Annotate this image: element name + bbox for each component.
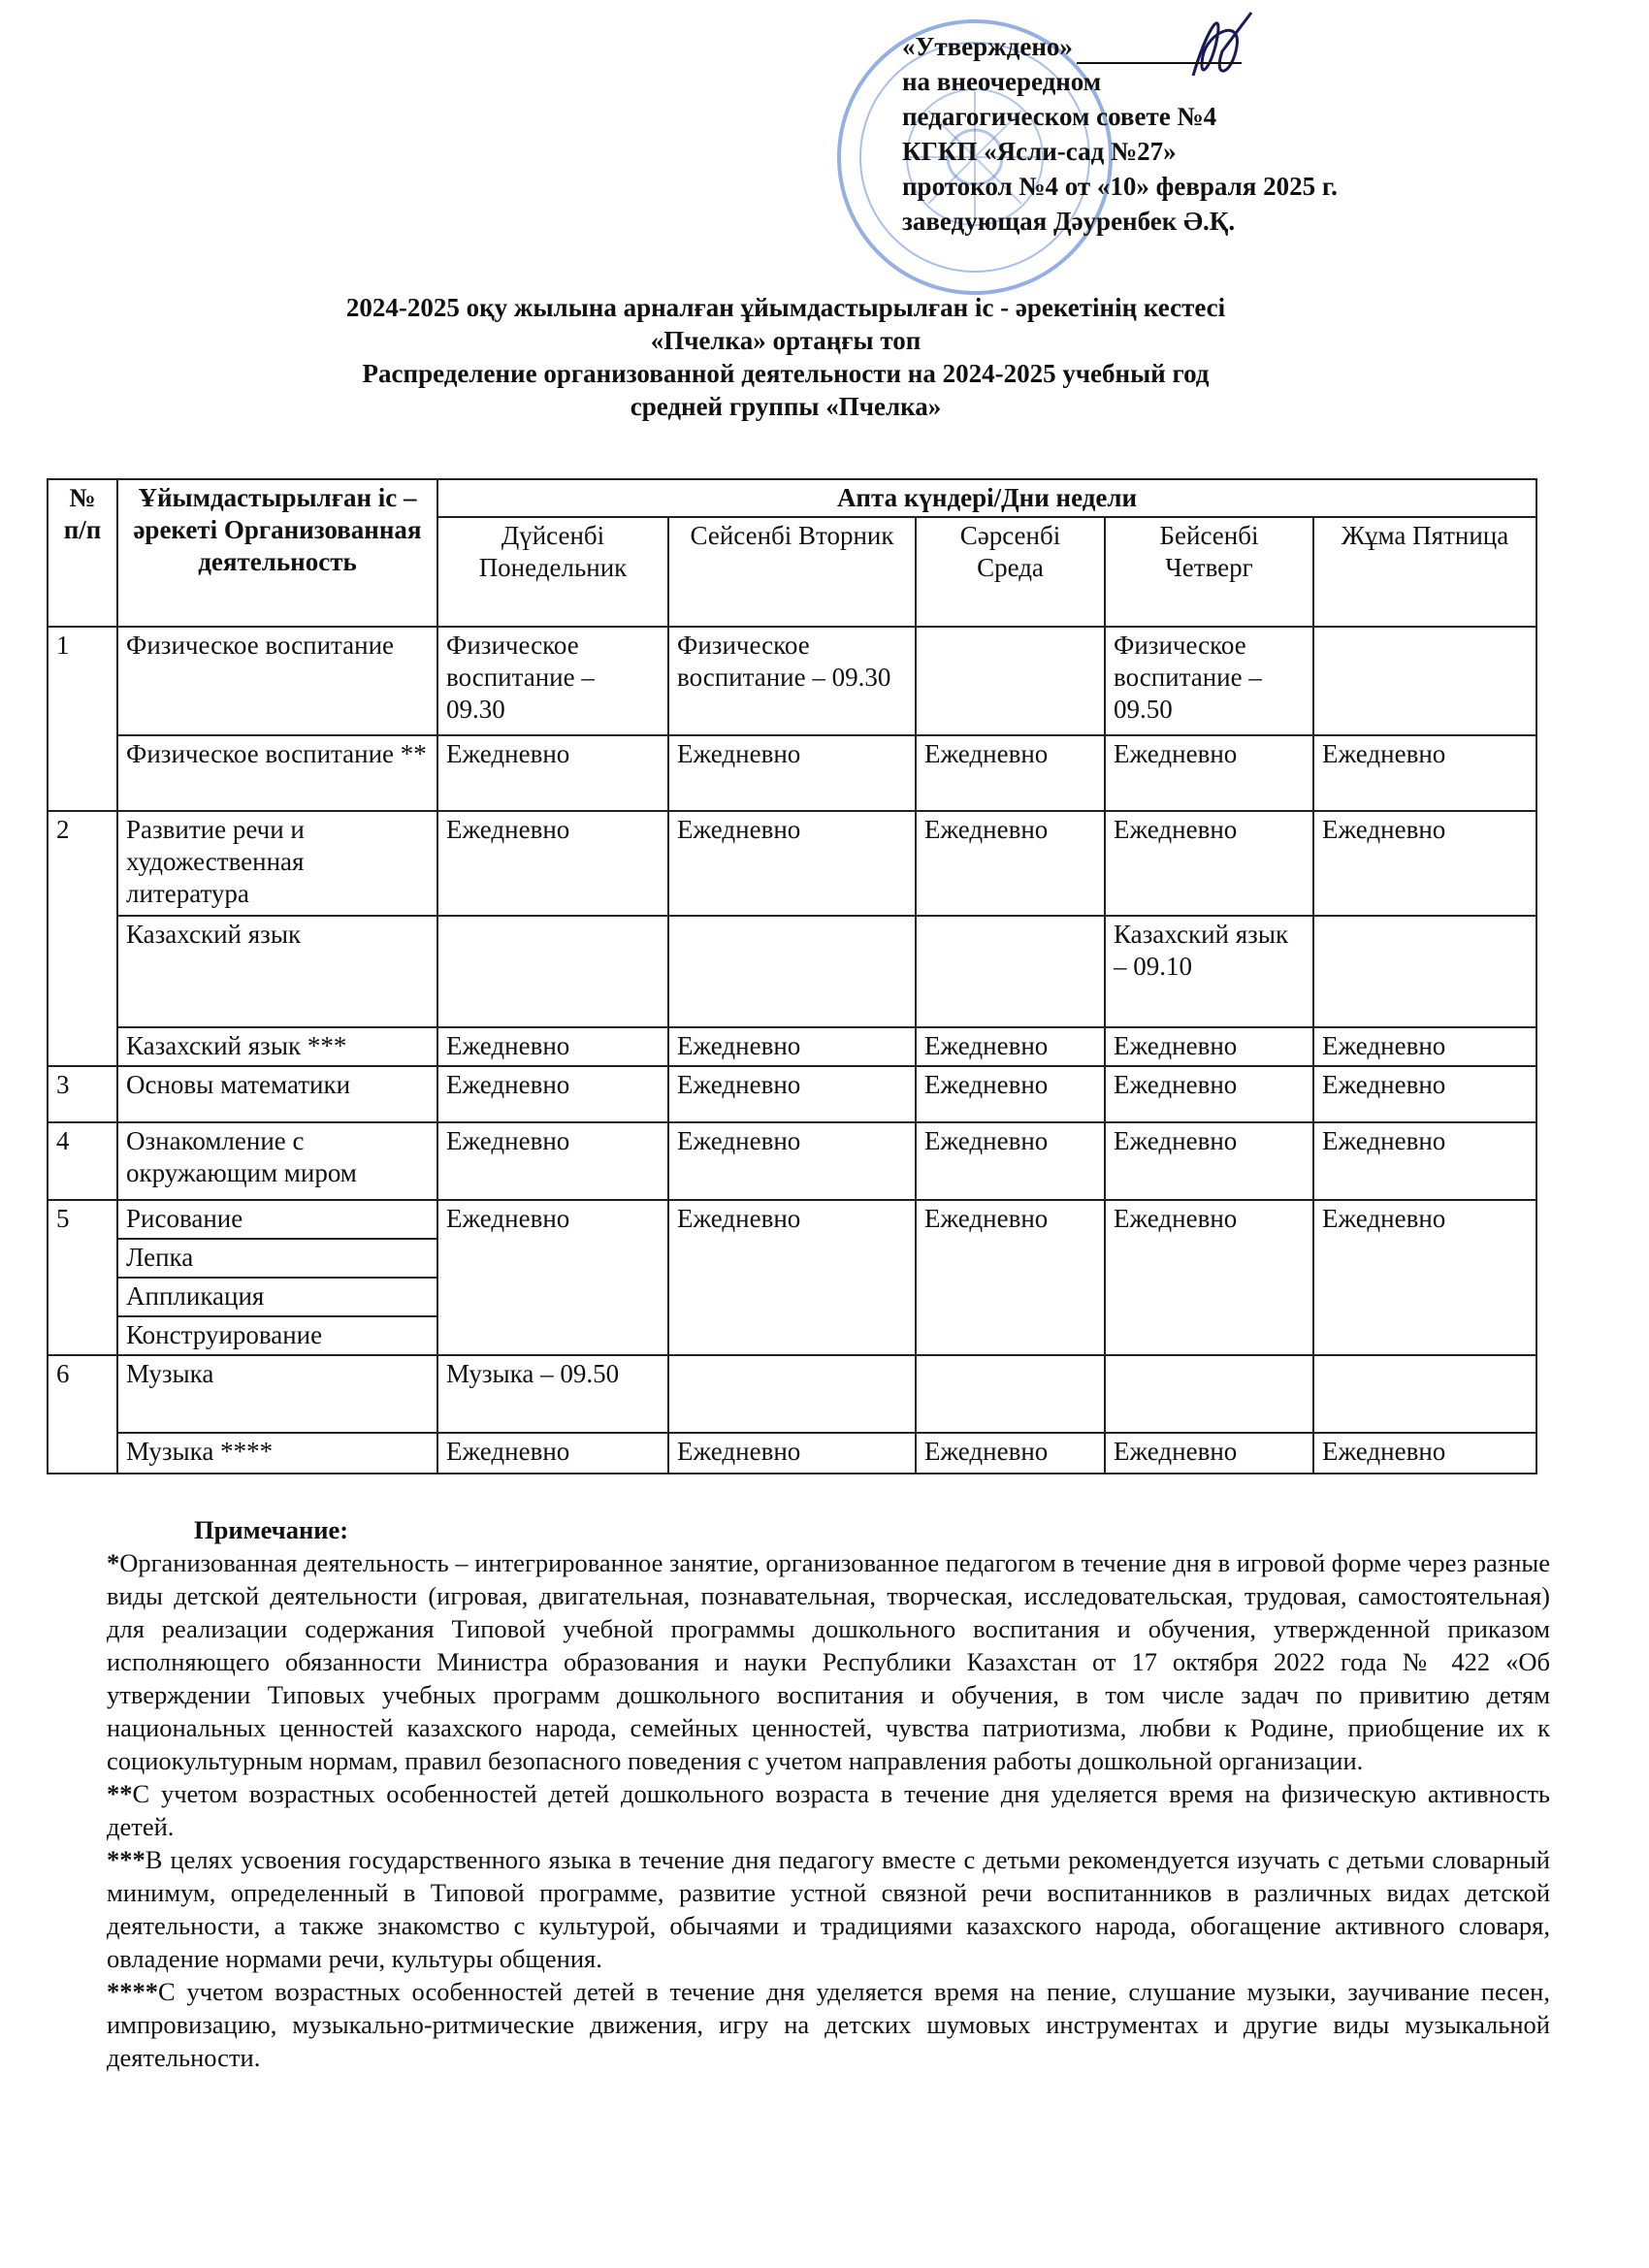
schedule-cell — [916, 1355, 1105, 1433]
schedule-cell: Ежедневно — [668, 1122, 916, 1200]
approval-line-1: на внеочередном — [902, 67, 1102, 96]
schedule-cell: Ежедневно — [916, 1027, 1105, 1066]
schedule-cell: Ежедневно — [1313, 1027, 1536, 1066]
note-4-mark: **** — [107, 1977, 158, 2006]
note-1-mark: * — [107, 1548, 120, 1577]
schedule-cell: Ежедневно — [668, 811, 916, 916]
schedule-cell: Ежедневно — [437, 1433, 668, 1474]
approval-line-3: КГКП «Ясли-сад №27» — [902, 137, 1177, 166]
activity-cell: Конструирование — [117, 1316, 437, 1355]
table-row — [48, 735, 1536, 811]
schedule-cell: Ежедневно — [916, 811, 1105, 916]
note-2-text: С учетом возрастных особенностей детей дошкольного возраста в течение дня уделяется время на физическую активность детей. — [107, 1779, 1550, 1841]
schedule-cell: Ежедневно — [1313, 811, 1536, 916]
schedule-cell: Ежедневно — [668, 735, 916, 811]
table-row — [48, 811, 1536, 916]
title-kz-2: «Пчелка» ортаңғы топ — [650, 326, 922, 355]
schedule-cell — [668, 1355, 916, 1433]
activity-cell: Казахский язык *** — [117, 1027, 437, 1066]
schedule-cell — [1313, 916, 1536, 1027]
activity-cell: Основы математики — [117, 1066, 437, 1122]
table-row — [48, 916, 1536, 1027]
schedule-cell: Ежедневно — [668, 1200, 916, 1355]
schedule-cell: Ежедневно — [916, 735, 1105, 811]
schedule-cell: Физическое воспитание – 09.30 — [437, 627, 668, 735]
schedule-cell: Ежедневно — [437, 1200, 668, 1355]
activity-cell: Лепка — [117, 1239, 437, 1278]
document-title — [0, 291, 1571, 423]
schedule-cell — [437, 916, 668, 1027]
note-1 — [107, 1546, 1550, 1777]
schedule-cell — [668, 916, 916, 1027]
note-3-text: В целях усвоения государственного языка в течение дня педагогу вместе с детьми рекомендуется изучать с детьми словарный минимум, определенный в Типовой программе, развитие устной связной речи воспитанников в различных видах детской деятельности, а также знакомство с культурой, обычаями и традициями казахского народа, обогащение активного словаря, овладение нормами речи, культуры общения. — [107, 1845, 1550, 1973]
day-header-monday: Дүйсенбі Понедельник — [437, 517, 668, 627]
day-header-wednesday: Сәрсенбі Среда — [916, 517, 1105, 627]
schedule-cell: Ежедневно — [437, 1066, 668, 1122]
schedule-cell: Ежедневно — [437, 1122, 668, 1200]
schedule-cell: Ежедневно — [1105, 811, 1313, 916]
table-row — [48, 1066, 1536, 1122]
schedule-cell — [1313, 627, 1536, 735]
note-4-text: С учетом возрастных особенностей детей в течение дня уделяется время на пение, слушание музыки, заучивание песен, импровизацию, музыкально-ритмические движения, игру на детских шумовых инструментах и другие виды музыкальной деятельности. — [107, 1977, 1550, 2072]
header-weekdays: Апта күндері/Дни недели — [437, 479, 1536, 517]
row-number: 4 — [48, 1122, 117, 1200]
activity-cell: Аппликация — [117, 1278, 437, 1316]
row-number: 1 — [48, 627, 117, 811]
note-3 — [107, 1843, 1550, 1975]
schedule-cell: Ежедневно — [1105, 735, 1313, 811]
title-ru-1: Распределение организованной деятельности на 2024-2025 учебный год — [362, 359, 1210, 388]
table-row — [48, 627, 1536, 735]
note-1-text: Организованная деятельность – интегрированное занятие, организованное педагогом в течение дня в игровой форме через разные виды детской деятельности (игровая, двигательная, познавательная, творческая, исследовательская, трудовая, самостоятельная) для реализации содержания Типовой учебной программы дошкольного воспитания и обучения, утвержденной приказом исполняющего обязанности Министра образования и науки Республики Казахстан от 17 октября 2022 года № 422 «Об утверждении Типовых учебных программ дошкольного воспитания и обучения, в том числе задач по привитию детям национальных ценностей казахского народа, семейных ценностей, чувства патриотизма, любви к Родине, приобщение их к социокультурным нормам, правил безопасного поведения с учетом направления работы дошкольной организации. — [107, 1548, 1550, 1775]
row-number: 2 — [48, 811, 117, 1066]
note-2-mark: ** — [107, 1779, 133, 1808]
row-number: 5 — [48, 1200, 117, 1355]
title-ru-2: средней группы «Пчелка» — [630, 392, 942, 421]
day-header-friday: Жұма Пятница — [1313, 517, 1536, 627]
approval-stamp-label: «Утверждено» — [902, 32, 1073, 61]
table-row — [48, 1027, 1536, 1066]
schedule-cell: Ежедневно — [1105, 1200, 1313, 1355]
schedule-table — [47, 478, 1537, 1474]
schedule-cell: Ежедневно — [437, 735, 668, 811]
activity-cell: Физическое воспитание — [117, 627, 437, 735]
schedule-cell: Ежедневно — [916, 1433, 1105, 1474]
schedule-cell: Ежедневно — [1313, 1122, 1536, 1200]
approval-line-5: заведующая Дәуренбек Ә.Қ. — [902, 207, 1236, 236]
schedule-cell: Ежедневно — [1313, 1066, 1536, 1122]
notes-heading: Примечание: — [194, 1515, 349, 1544]
schedule-cell — [916, 916, 1105, 1027]
schedule-cell: Музыка – 09.50 — [437, 1355, 668, 1433]
row-number: 3 — [48, 1066, 117, 1122]
note-3-mark: *** — [107, 1845, 146, 1874]
activity-cell: Ознакомление с окружающим миром — [117, 1122, 437, 1200]
schedule-cell: Ежедневно — [668, 1027, 916, 1066]
table-row — [48, 1433, 1536, 1474]
approval-line-2: педагогическом совете №4 — [902, 102, 1217, 131]
note-2 — [107, 1777, 1550, 1843]
schedule-cell — [916, 627, 1105, 735]
schedule-cell — [1313, 1355, 1536, 1433]
header-number: № п/п — [48, 479, 117, 627]
activity-cell: Рисование — [117, 1200, 437, 1239]
schedule-cell — [1105, 1355, 1313, 1433]
title-kz-1: 2024-2025 оқу жылына арналған ұйымдастырылған іс - әрекетінің кестесі — [345, 293, 1226, 322]
activity-cell: Развитие речи и художественная литература — [117, 811, 437, 916]
signature-line — [1077, 35, 1242, 64]
schedule-cell: Ежедневно — [668, 1066, 916, 1122]
note-4 — [107, 1975, 1550, 2074]
schedule-cell: Ежедневно — [1105, 1433, 1313, 1474]
schedule-cell: Физическое воспитание – 09.50 — [1105, 627, 1313, 735]
schedule-cell: Ежедневно — [437, 1027, 668, 1066]
schedule-cell: Ежедневно — [916, 1122, 1105, 1200]
notes-section — [107, 1513, 1550, 2074]
schedule-cell: Ежедневно — [1105, 1027, 1313, 1066]
day-header-thursday: Бейсенбі Четверг — [1105, 517, 1313, 627]
schedule-cell: Ежедневно — [1105, 1066, 1313, 1122]
table-row — [48, 1355, 1536, 1433]
schedule-cell: Ежедневно — [1313, 735, 1536, 811]
activity-cell: Музыка **** — [117, 1433, 437, 1474]
schedule-cell: Ежедневно — [916, 1200, 1105, 1355]
approval-line-4: протокол №4 от «10» февраля 2025 г. — [902, 172, 1338, 201]
day-header-tuesday: Сейсенбі Вторник — [668, 517, 916, 627]
schedule-cell: Казахский язык – 09.10 — [1105, 916, 1313, 1027]
table-row — [48, 1200, 1536, 1239]
row-number: 6 — [48, 1355, 117, 1474]
schedule-cell: Ежедневно — [916, 1066, 1105, 1122]
activity-cell: Казахский язык — [117, 916, 437, 1027]
approval-block — [902, 29, 1504, 239]
schedule-cell: Ежедневно — [1313, 1200, 1536, 1355]
activity-cell: Музыка — [117, 1355, 437, 1433]
table-row — [48, 1122, 1536, 1200]
schedule-cell: Физическое воспитание – 09.30 — [668, 627, 916, 735]
schedule-cell: Ежедневно — [1105, 1122, 1313, 1200]
header-activity: Ұйымдастырылған іс – әрекеті Организованная деятельность — [117, 479, 437, 627]
schedule-cell: Ежедневно — [1313, 1433, 1536, 1474]
activity-cell: Физическое воспитание ** — [117, 735, 437, 811]
schedule-cell: Ежедневно — [437, 811, 668, 916]
schedule-cell: Ежедневно — [668, 1433, 916, 1474]
